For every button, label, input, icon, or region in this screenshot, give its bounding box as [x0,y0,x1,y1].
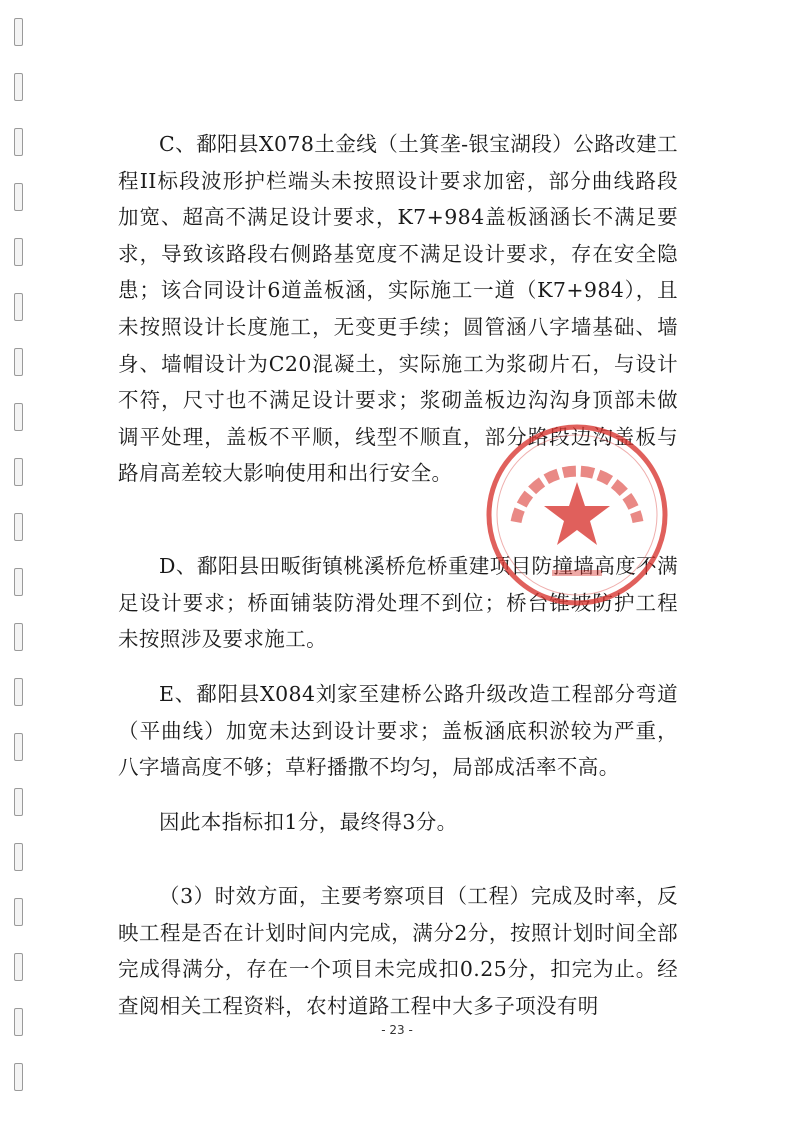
binding-hole [14,1063,23,1091]
paragraph-c: C、鄱阳县X078土金线（土箕垄-银宝湖段）公路改建工程II标段波形护栏端头未按照设计要求加密，部分曲线路段加宽、超高不满足设计要求，K7+984盖板涵涵长不满足要求，导致该路段右侧路基宽度不满足设计要求，存在安全隐患；该合同设计6道盖板涵，实际施工一道（K7+984），且未按照设计长度施工，无变更手续；圆管涵八字墙基础、墙身、墙帽设计为C20混凝土，实际施工为浆砌片石，与设计不符，尺寸也不满足设计要求；浆砌盖板边沟沟身顶部未做调平处理，盖板不平顺，线型不顺直，部分路段边沟盖板与路肩高差较大影响使用和出行安全。 [118,132,678,486]
paragraph-d: D、鄱阳县田畈街镇桃溪桥危桥重建项目防撞墙高度不满足设计要求；桥面铺装防滑处理不到位；桥台锥坡防护工程未按照涉及要求施工。 [118,554,678,652]
binding-hole [14,953,23,981]
binding-hole [14,73,23,101]
binding-hole [14,568,23,596]
binding-hole [14,458,23,486]
binding-hole [14,348,23,376]
binding-hole [14,513,23,541]
binding-hole [14,293,23,321]
binding-hole [14,623,23,651]
paragraph-e: E、鄱阳县X084刘家至建桥公路升级改造工程部分弯道（平曲线）加宽未达到设计要求；盖板涵底积淤较为严重，八字墙高度不够；草籽播撒不均匀，局部成活率不高。 [118,682,678,780]
binding-hole [14,678,23,706]
paragraph-timeliness: （3）时效方面，主要考察项目（工程）完成及时率，反映工程是否在计划时间内完成，满分2分，按照计划时间全部完成得满分，存在一个项目未完成扣0.25分，扣完为止。经查阅相关工程资料，农村道路工程中大多子项没有明 [118,884,678,1018]
binding-hole [14,733,23,761]
binding-hole [14,843,23,871]
binding-hole [14,238,23,266]
binding-hole [14,403,23,431]
binding-hole [14,18,23,46]
official-seal [482,420,672,610]
binding-hole [14,898,23,926]
binding-hole [14,788,23,816]
binding-hole [14,183,23,211]
seal-star-icon [544,482,610,545]
binding-hole [14,128,23,156]
paragraph-deduction: 因此本指标扣1分，最终得3分。 [159,810,458,834]
page-number: - 23 - [381,1023,413,1037]
binding-holes [10,18,28,1108]
